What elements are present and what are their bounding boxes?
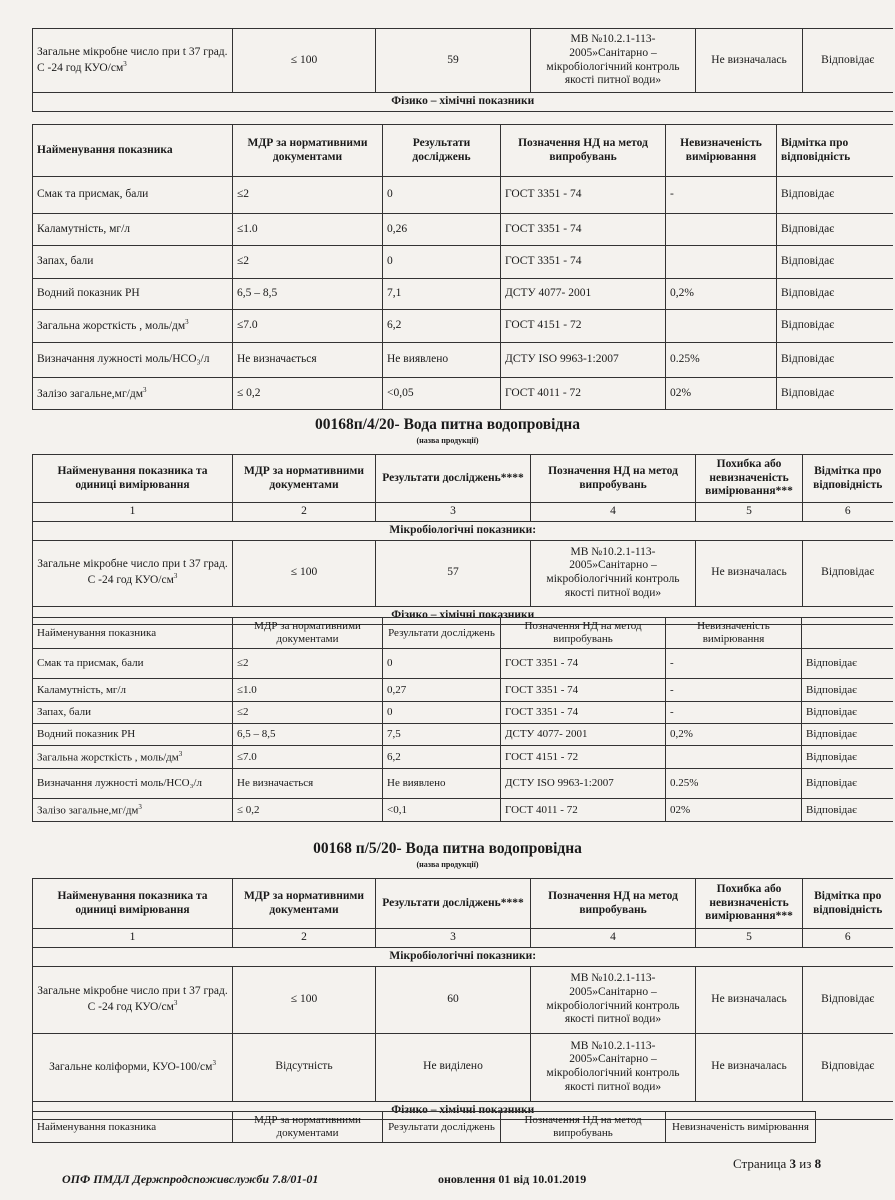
indicator-name: Смак та присмак, бали bbox=[33, 177, 233, 214]
table-row bbox=[33, 1033, 893, 1101]
nd-value: ГОСТ 4011 - 72 bbox=[501, 799, 666, 822]
table-row bbox=[33, 246, 893, 279]
mdr-value: ≤ 100 bbox=[233, 29, 376, 93]
nd-value: МВ №10.2.1-113-2005»Санітарно – мікробіологічний контроль якості питної води» bbox=[531, 540, 696, 606]
table-header-row bbox=[33, 1112, 893, 1143]
page-current: 3 bbox=[789, 1156, 797, 1171]
col-header-result: Результати досліджень**** bbox=[376, 879, 531, 929]
col-number: 3 bbox=[376, 929, 531, 948]
col-number: 4 bbox=[531, 929, 696, 948]
col-number: 5 bbox=[696, 503, 803, 522]
col-header-result: Результати досліджень**** bbox=[376, 455, 531, 503]
column-number-row bbox=[33, 929, 893, 948]
col-number: 4 bbox=[531, 503, 696, 522]
table-header-row bbox=[33, 879, 893, 929]
col-header-unc: Похибка або невизначеність вимірювання*** bbox=[696, 455, 803, 503]
product-subtitle: (назва продукції) bbox=[416, 860, 479, 869]
indicator-name: Водний показник РН bbox=[33, 724, 233, 746]
result-value: 7,5 bbox=[383, 724, 501, 746]
result-value: Не виділено bbox=[376, 1033, 531, 1101]
column-number-row bbox=[33, 503, 893, 522]
nd-value: ДСТУ ISO 9963-1:2007 bbox=[501, 769, 666, 799]
indicator-name: Каламутність, мг/л bbox=[33, 679, 233, 702]
page-number bbox=[733, 1156, 821, 1172]
table-row bbox=[33, 310, 893, 343]
unc-value: 0,2% bbox=[666, 724, 802, 746]
t1-physchem-table bbox=[32, 124, 893, 410]
result-value: <0,05 bbox=[383, 378, 501, 410]
col-number: 6 bbox=[803, 503, 893, 522]
table-row bbox=[33, 177, 893, 214]
mark-value: Відповідає bbox=[802, 649, 893, 679]
table-row bbox=[33, 378, 893, 410]
col-number: 1 bbox=[33, 929, 233, 948]
mdr-value: Відсутність bbox=[233, 1033, 376, 1101]
col-header-name: Найменування показника та одиниці вимірювання bbox=[33, 879, 233, 929]
nd-value: МВ №10.2.1-113-2005»Санітарно – мікробіологічний контроль якості питної води» bbox=[531, 966, 696, 1033]
col-header-mark bbox=[816, 1112, 893, 1143]
col-number: 2 bbox=[233, 929, 376, 948]
mdr-value: ≤ 100 bbox=[233, 540, 376, 606]
s3-micro-table bbox=[32, 878, 893, 1120]
col-header-nd: Позначення НД на метод випробувань bbox=[501, 618, 666, 649]
unc-value: - bbox=[666, 702, 802, 724]
mdr-value: 6,5 – 8,5 bbox=[233, 279, 383, 310]
indicator-name: Запах, бали bbox=[33, 246, 233, 279]
indicator-name: Визначання лужності моль/НСО₃/л bbox=[33, 343, 233, 378]
s2-micro-table bbox=[32, 454, 893, 625]
col-header-mdr: МДР за нормативними документами bbox=[233, 879, 376, 929]
unc-value bbox=[666, 310, 777, 343]
mdr-value: ≤7.0 bbox=[233, 746, 383, 769]
table-row bbox=[33, 540, 893, 606]
mdr-value: 6,5 – 8,5 bbox=[233, 724, 383, 746]
mark-value: Відповідає bbox=[802, 679, 893, 702]
mark-value: Відповідає bbox=[777, 214, 893, 246]
indicator-name: Залізо $загальне,мг/дм^3$ bbox=[33, 799, 233, 822]
product-title: 00168п/4/20- Вода питна водопровідна bbox=[315, 416, 580, 433]
col-header-result: Результати досліджень bbox=[383, 125, 501, 177]
result-value: 0,26 bbox=[383, 214, 501, 246]
nd-value: ГОСТ 3351 - 74 bbox=[501, 214, 666, 246]
product-subtitle: (назва продукції) bbox=[416, 436, 479, 445]
mark-value: Відповідає bbox=[777, 310, 893, 343]
nd-value: МВ №10.2.1-113-2005»Санітарно – мікробіологічний контроль якості питної води» bbox=[531, 1033, 696, 1101]
unc-value: Не визначалась bbox=[696, 29, 803, 93]
mark-value: Відповідає bbox=[803, 1033, 893, 1101]
indicator-name: Загальне мікробне число при t 37 град. С -24 год КУО/$см^3$ bbox=[33, 540, 233, 606]
table-row bbox=[33, 746, 893, 769]
section-header: Мікробіологічні показники: bbox=[33, 947, 893, 966]
result-value: <0,1 bbox=[383, 799, 501, 822]
nd-value: ДСТУ 4077- 2001 bbox=[501, 724, 666, 746]
mark-value: Відповідає bbox=[777, 246, 893, 279]
indicator-name: Смак та присмак, бали bbox=[33, 649, 233, 679]
result-value: 6,2 bbox=[383, 746, 501, 769]
indicator-name: Запах, бали bbox=[33, 702, 233, 724]
mdr-value: ≤ 0,2 bbox=[233, 378, 383, 410]
result-value: 57 bbox=[376, 540, 531, 606]
unc-value: Не визначалась bbox=[696, 540, 803, 606]
col-header-mark: Відмітка про відповідність bbox=[803, 455, 893, 503]
unc-value: 0.25% bbox=[666, 343, 777, 378]
col-header-unc: Невизначеність вимірювання bbox=[666, 618, 802, 649]
table-row bbox=[33, 679, 893, 702]
col-header-name: Найменування показника та одиниці вимірювання bbox=[33, 455, 233, 503]
section-header: Фізико – хімічні показники bbox=[33, 606, 893, 625]
mark-value: Відповідає bbox=[802, 746, 893, 769]
indicator-name: Залізо $загальне,мг/дм^3$ bbox=[33, 378, 233, 410]
t1-micro-table bbox=[32, 28, 893, 112]
result-value: 0,27 bbox=[383, 679, 501, 702]
nd-value: ГОСТ 3351 - 74 bbox=[501, 702, 666, 724]
nd-value: ГОСТ 3351 - 74 bbox=[501, 177, 666, 214]
table-row bbox=[33, 279, 893, 310]
col-header-unc: Похибка або невизначеність вимірювання*** bbox=[696, 879, 803, 929]
mark-value: Відповідає bbox=[803, 29, 893, 93]
mark-value: Відповідає bbox=[802, 799, 893, 822]
nd-value: МВ №10.2.1-113-2005»Санітарно – мікробіологічний контроль якості питної води» bbox=[531, 29, 696, 93]
table-header-row bbox=[33, 618, 893, 649]
indicator-name: Загальне мікробне число при t 37 град. С -24 год КУО/$см^3$ bbox=[33, 29, 233, 93]
result-value: Не виявлено bbox=[383, 343, 501, 378]
mark-value: Відповідає bbox=[803, 966, 893, 1033]
s2-physchem-table bbox=[32, 617, 893, 822]
mark-value: Відповідає bbox=[803, 540, 893, 606]
col-number: 1 bbox=[33, 503, 233, 522]
page-of-label: из bbox=[799, 1156, 812, 1171]
col-header-mark: Відмітка про відповідність bbox=[803, 879, 893, 929]
unc-value: Не визначалась bbox=[696, 1033, 803, 1101]
unc-value: Не визначалась bbox=[696, 966, 803, 1033]
nd-value: ГОСТ 4151 - 72 bbox=[501, 310, 666, 343]
page-label: Страница bbox=[733, 1156, 787, 1171]
mdr-value: ≤2 bbox=[233, 246, 383, 279]
product-title: 00168 п/5/20- Вода питна водопровідна bbox=[313, 840, 582, 857]
unc-value: 02% bbox=[666, 799, 802, 822]
table-header-row bbox=[33, 455, 893, 503]
unc-value: 0,2% bbox=[666, 279, 777, 310]
table-row bbox=[33, 29, 893, 93]
mark-value: Відповідає bbox=[777, 343, 893, 378]
mdr-value: ≤7.0 bbox=[233, 310, 383, 343]
nd-value: ГОСТ 3351 - 74 bbox=[501, 246, 666, 279]
col-header-mark bbox=[802, 618, 893, 649]
mark-value: Відповідає bbox=[802, 724, 893, 746]
col-header-name: Найменування показника bbox=[33, 618, 233, 649]
mdr-value: ≤2 bbox=[233, 177, 383, 214]
indicator-name: Визначання лужності моль/НСО₃/л bbox=[33, 769, 233, 799]
unc-value: - bbox=[666, 679, 802, 702]
col-header-name: Найменування показника bbox=[33, 1112, 233, 1143]
indicator-name: Загальна жорсткість , моль/$дм^3$ bbox=[33, 746, 233, 769]
col-header-nd: Позначення НД на метод випробувань bbox=[501, 125, 666, 177]
unc-value: - bbox=[666, 177, 777, 214]
col-number: 3 bbox=[376, 503, 531, 522]
indicator-name: Загальна жорсткість , моль/$дм^3$ bbox=[33, 310, 233, 343]
col-header-unc: Невизначеність вимірювання bbox=[666, 125, 777, 177]
s3-physchem-table bbox=[32, 1111, 893, 1143]
mark-value: Відповідає bbox=[802, 769, 893, 799]
table-row bbox=[33, 966, 893, 1033]
mdr-value: ≤1.0 bbox=[233, 214, 383, 246]
section-header: Фізико – хімічні показники bbox=[33, 1101, 893, 1120]
footer-form-code: ОПФ ПМДЛ Держпродспоживслужби 7.8/01-01 bbox=[62, 1172, 319, 1186]
page-total: 8 bbox=[814, 1156, 822, 1171]
result-value: 59 bbox=[376, 29, 531, 93]
table-row bbox=[33, 214, 893, 246]
nd-value: ДСТУ ISO 9963-1:2007 bbox=[501, 343, 666, 378]
table-row bbox=[33, 649, 893, 679]
indicator-name: Каламутність, мг/л bbox=[33, 214, 233, 246]
mdr-value: ≤ 0,2 bbox=[233, 799, 383, 822]
table-row bbox=[33, 343, 893, 378]
col-number: 6 bbox=[803, 929, 893, 948]
col-header-nd: Позначення НД на метод випробувань bbox=[531, 879, 696, 929]
mdr-value: ≤ 100 bbox=[233, 966, 376, 1033]
unc-value: 0.25% bbox=[666, 769, 802, 799]
mdr-value: Не визначається bbox=[233, 343, 383, 378]
nd-value: ГОСТ 3351 - 74 bbox=[501, 649, 666, 679]
col-header-mdr: МДР за нормативними документами bbox=[233, 125, 383, 177]
result-value: 60 bbox=[376, 966, 531, 1033]
unc-value: - bbox=[666, 649, 802, 679]
mark-value: Відповідає bbox=[802, 702, 893, 724]
result-value: 0 bbox=[383, 246, 501, 279]
col-header-mdr: МДР за нормативними документами bbox=[233, 618, 383, 649]
result-value: 0 bbox=[383, 649, 501, 679]
result-value: 6,2 bbox=[383, 310, 501, 343]
indicator-name: Загальне коліформи, КУО-$100/см^3$ bbox=[33, 1033, 233, 1101]
nd-value: ГОСТ 4151 - 72 bbox=[501, 746, 666, 769]
unc-value bbox=[666, 746, 802, 769]
col-header-mdr: МДР за нормативними документами bbox=[233, 455, 376, 503]
table-row bbox=[33, 702, 893, 724]
col-header-unc: Невизначеність вимірювання bbox=[666, 1112, 816, 1143]
unc-value bbox=[666, 214, 777, 246]
indicator-name: Водний показник РН bbox=[33, 279, 233, 310]
mdr-value: ≤2 bbox=[233, 702, 383, 724]
result-value: 0 bbox=[383, 177, 501, 214]
table-row bbox=[33, 799, 893, 822]
result-value: 7,1 bbox=[383, 279, 501, 310]
result-value: Не виявлено bbox=[383, 769, 501, 799]
col-header-name: Найменування показника bbox=[33, 125, 233, 177]
unc-value bbox=[666, 246, 777, 279]
table-row bbox=[33, 769, 893, 799]
table-row bbox=[33, 724, 893, 746]
col-number: 5 bbox=[696, 929, 803, 948]
mark-value: Відповідає bbox=[777, 279, 893, 310]
unc-value: 02% bbox=[666, 378, 777, 410]
mdr-value: ≤1.0 bbox=[233, 679, 383, 702]
table-header-row bbox=[33, 125, 893, 177]
col-header-nd: Позначення НД на метод випробувань bbox=[501, 1112, 666, 1143]
col-header-mdr: МДР за нормативними документами bbox=[233, 1112, 383, 1143]
footer-revision: оновлення 01 від 10.01.2019 bbox=[438, 1172, 587, 1186]
mark-value: Відповідає bbox=[777, 177, 893, 214]
col-header-mark: Відмітка про відповідність bbox=[777, 125, 893, 177]
mdr-value: Не визначається bbox=[233, 769, 383, 799]
section-header: Мікробіологічні показники: bbox=[33, 521, 893, 540]
mdr-value: ≤2 bbox=[233, 649, 383, 679]
col-header-result: Результати досліджень bbox=[383, 618, 501, 649]
nd-value: ГОСТ 4011 - 72 bbox=[501, 378, 666, 410]
mark-value: Відповідає bbox=[777, 378, 893, 410]
col-number: 2 bbox=[233, 503, 376, 522]
indicator-name: Загальне мікробне число при t 37 град. С -24 год КУО/$см^3$ bbox=[33, 966, 233, 1033]
nd-value: ГОСТ 3351 - 74 bbox=[501, 679, 666, 702]
col-header-result: Результати досліджень bbox=[383, 1112, 501, 1143]
section-header: Фізико – хімічні показники bbox=[33, 93, 893, 112]
nd-value: ДСТУ 4077- 2001 bbox=[501, 279, 666, 310]
col-header-nd: Позначення НД на метод випробувань bbox=[531, 455, 696, 503]
result-value: 0 bbox=[383, 702, 501, 724]
